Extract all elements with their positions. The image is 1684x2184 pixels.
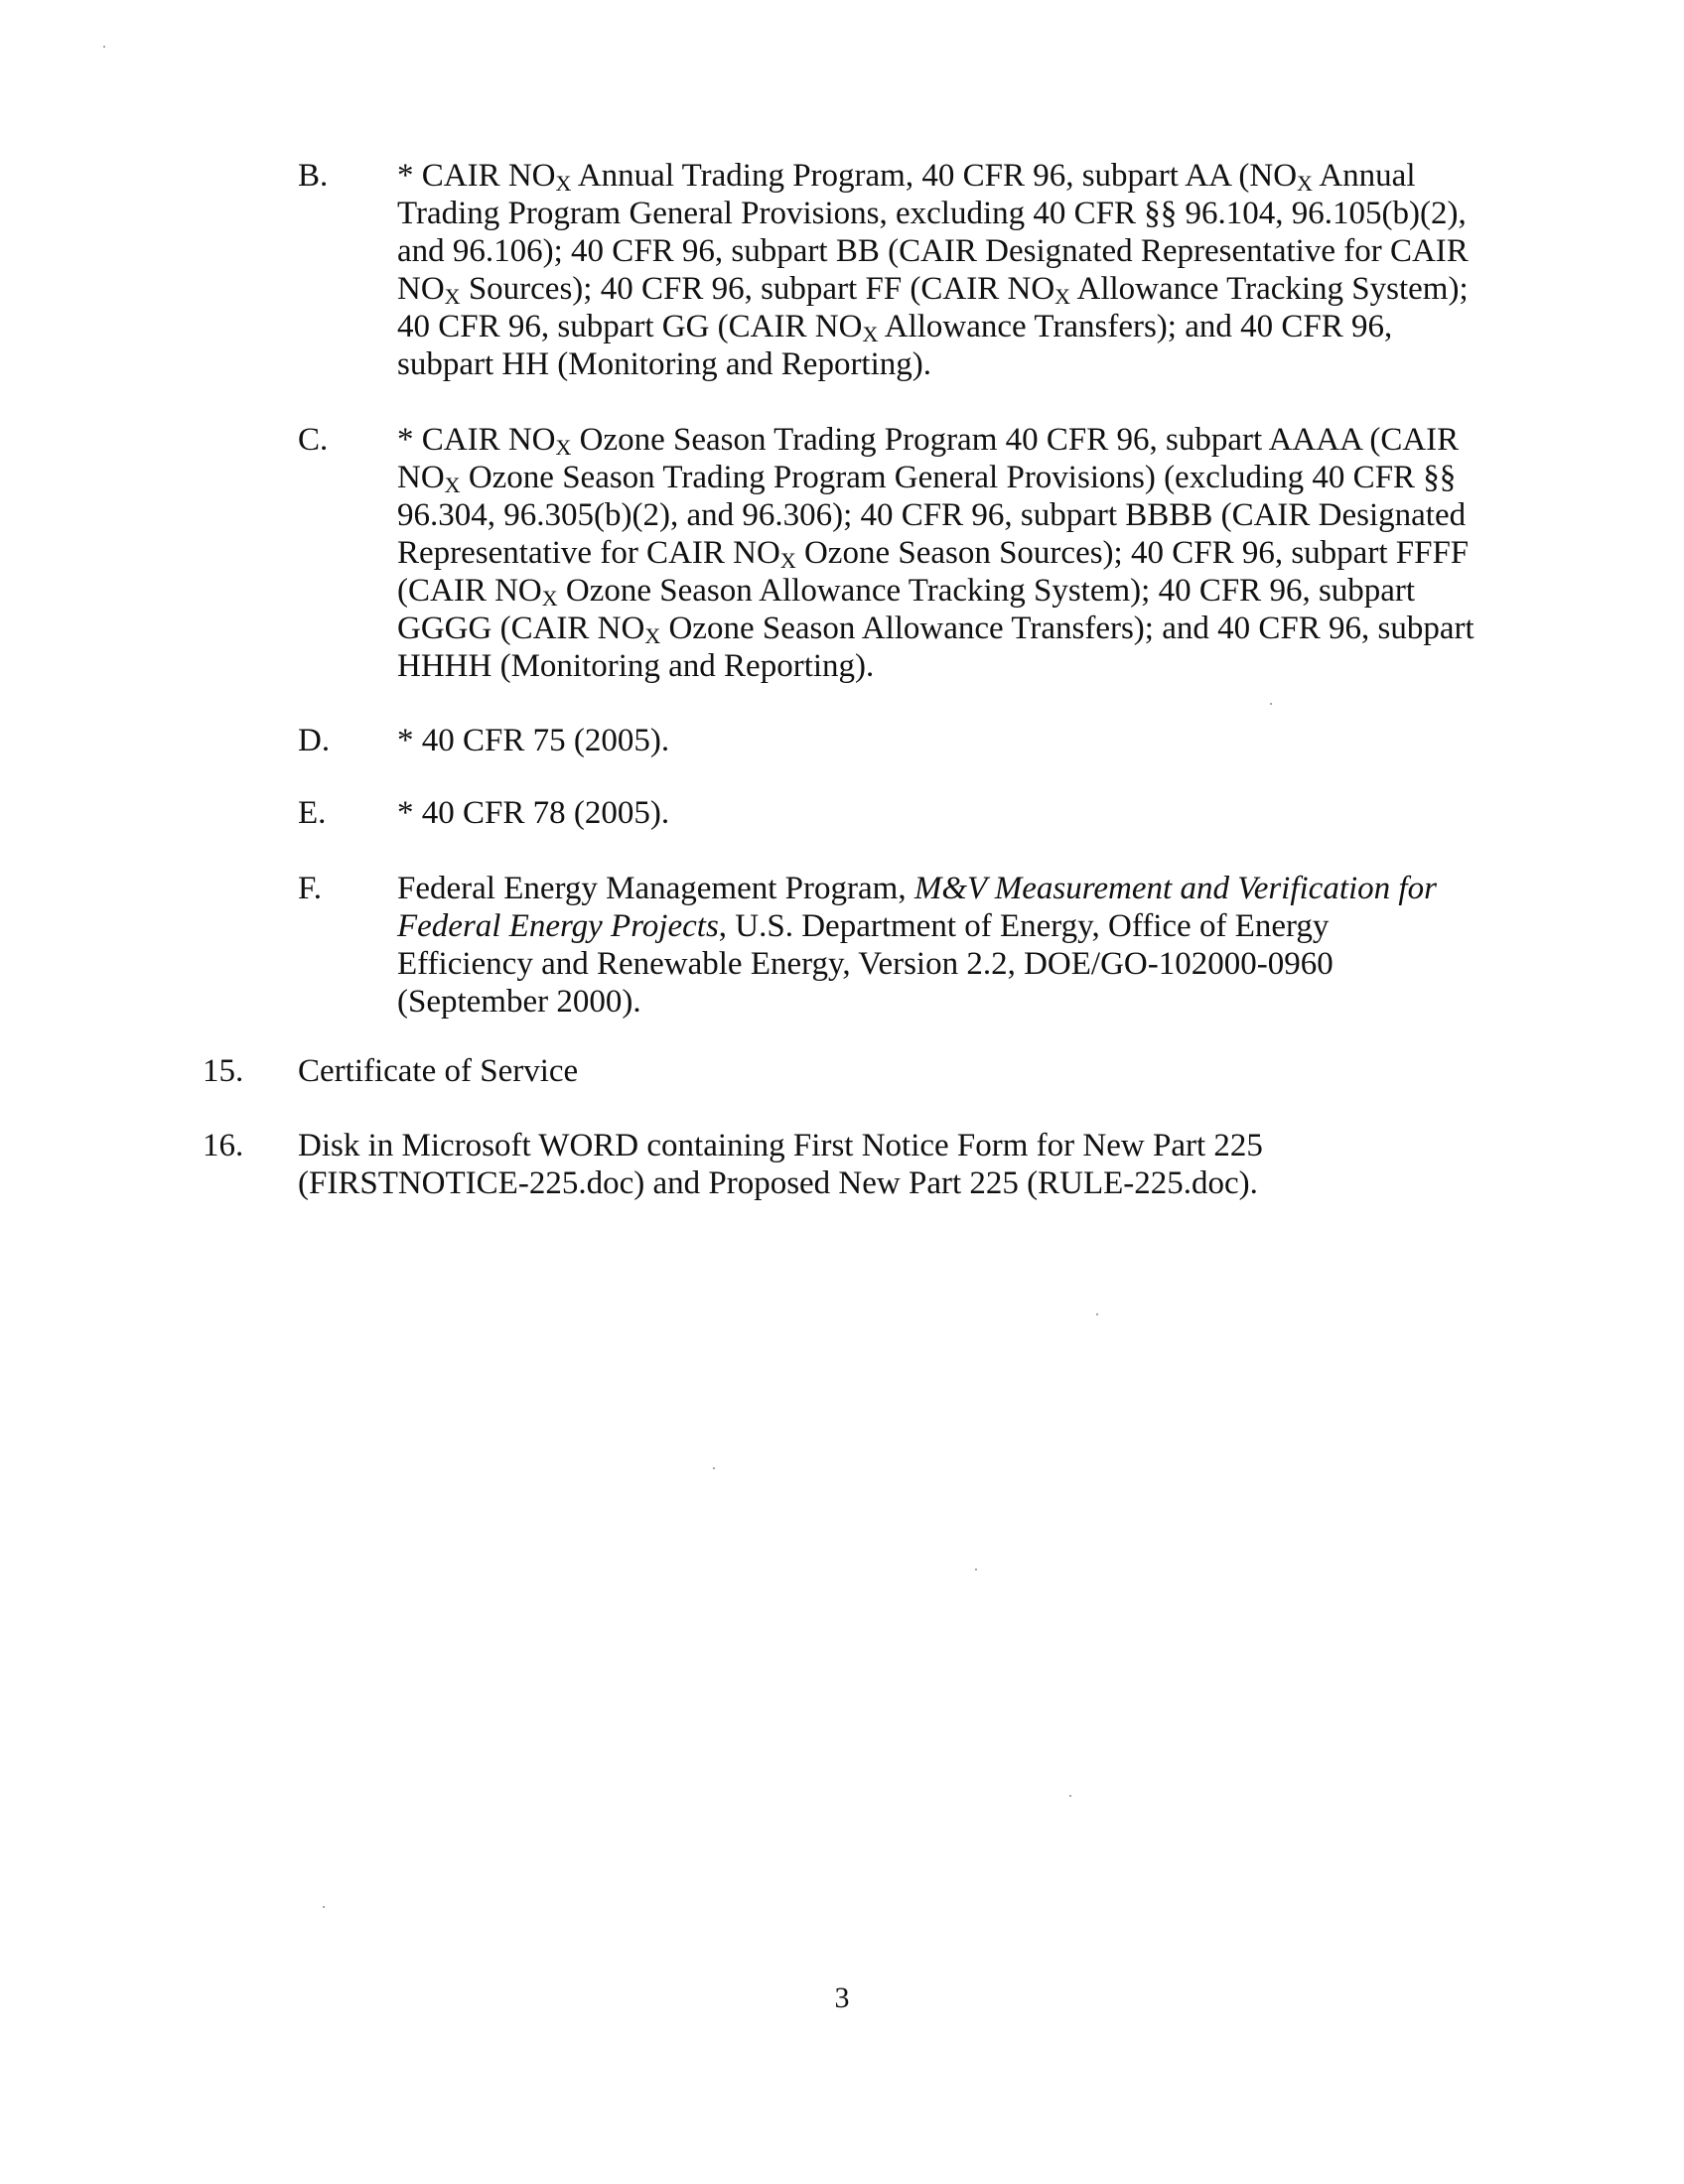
item-b-line-4: $NO_X$ Sources); 40 CFR 96, subpart FF (CAIR $NO_X$ Allowance Tracking System);	[397, 271, 1469, 309]
item-e-text: * 40 CFR 78 (2005).	[397, 795, 670, 831]
item-f-label: F.	[298, 871, 322, 906]
item-c-line-7: HHHH (Monitoring and Reporting).	[397, 648, 875, 684]
item-b-label: B.	[298, 158, 329, 194]
item-16-body	[298, 1127, 1489, 1202]
item-b-body	[397, 157, 1489, 383]
item-c-line-6: GGGG (CAIR $NO_X$ Ozone Season Allowance Transfers); and 40 CFR 96, subpart	[397, 611, 1474, 648]
item-16-line-1: Disk in Microsoft WORD containing First Notice Form for New Part 225	[298, 1128, 1263, 1163]
item-b-line-6: subpart HH (Monitoring and Reporting).	[397, 346, 932, 382]
item-c-body	[397, 421, 1489, 685]
item-15-text: Certificate of Service	[298, 1053, 579, 1089]
item-f-line-1: Federal Energy Management Program, M&V Measurement and Verification for	[397, 871, 1437, 906]
item-f-line-4: (September 2000).	[397, 984, 641, 1020]
item-d-body	[397, 722, 1489, 759]
scan-speck	[1069, 1795, 1071, 1797]
item-c-label: C.	[298, 422, 329, 458]
item-c-line-2: $NO_X$ Ozone Season Trading Program General Provisions) (excluding 40 CFR §§	[397, 460, 1457, 497]
scan-speck	[103, 46, 105, 48]
item-15-label: 15.	[203, 1053, 244, 1089]
item-b-line-1: * CAIR $NO_X$ Annual Trading Program, 40 CFR 96, subpart AA ($NO_X$ Annual	[397, 158, 1416, 196]
item-16-line-2: (FIRSTNOTICE-225.doc) and Proposed New Part 225 (RULE-225.doc).	[298, 1165, 1258, 1201]
item-c-line-5: (CAIR $NO_X$ Ozone Season Allowance Tracking System); 40 CFR 96, subpart	[397, 573, 1416, 611]
item-f-line-3: Efficiency and Renewable Energy, Version 2.2, DOE/GO-102000-0960	[397, 946, 1333, 982]
item-e-label: E.	[298, 795, 327, 831]
item-b-line-2: Trading Program General Provisions, excluding 40 CFR §§ 96.104, 96.105(b)(2),	[397, 196, 1467, 231]
page-number: 3	[834, 1981, 850, 2014]
item-d-text: * 40 CFR 75 (2005).	[397, 723, 670, 758]
item-d-label: D.	[298, 723, 331, 758]
scan-speck	[1270, 703, 1272, 705]
item-f-body	[397, 870, 1489, 1021]
item-c-line-4: Representative for CAIR $NO_X$ Ozone Season Sources); 40 CFR 96, subpart FFFF	[397, 535, 1470, 573]
item-b-line-3: and 96.106); 40 CFR 96, subpart BB (CAIR Designated Representative for CAIR	[397, 233, 1469, 269]
scan-speck	[1096, 1313, 1098, 1315]
item-e-body	[397, 794, 1489, 832]
scan-speck	[713, 1467, 715, 1469]
item-16-label: 16.	[203, 1128, 244, 1163]
scan-speck	[975, 1569, 977, 1570]
item-15-body	[298, 1052, 1489, 1090]
item-c-line-3: 96.304, 96.305(b)(2), and 96.306); 40 CFR 96, subpart BBBB (CAIR Designated	[397, 497, 1467, 533]
item-f-line-2: Federal Energy Projects, U.S. Department of Energy, Office of Energy	[397, 908, 1330, 944]
item-c-line-1: * CAIR $NO_X$ Ozone Season Trading Program 40 CFR 96, subpart AAAA (CAIR	[397, 422, 1460, 460]
item-b-line-5: 40 CFR 96, subpart GG (CAIR $NO_X$ Allowance Transfers); and 40 CFR 96,	[397, 309, 1393, 346]
scan-speck	[323, 1906, 325, 1908]
